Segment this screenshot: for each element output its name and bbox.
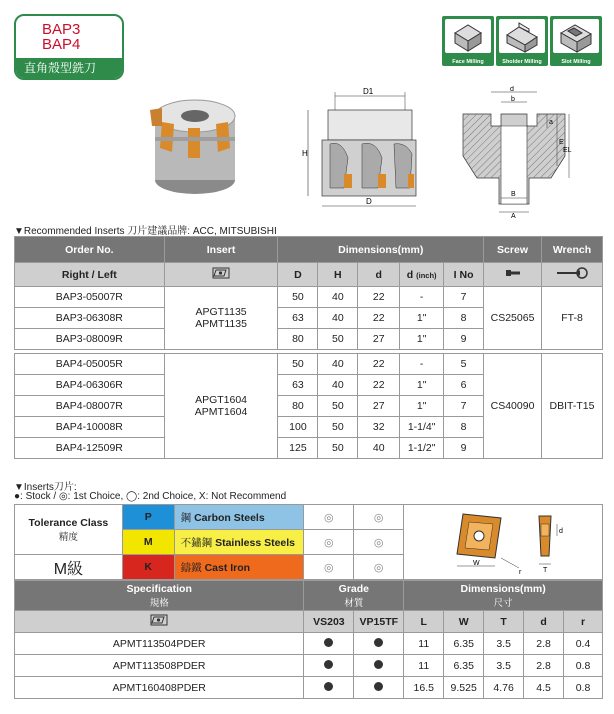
dim-i-no: 8: [444, 417, 484, 438]
dim-L: 11: [404, 633, 444, 655]
order-no: BAP4-05005R: [15, 354, 165, 375]
screw-icon: [484, 263, 542, 287]
subheader-D: D: [278, 263, 318, 287]
header-insert: Insert: [164, 237, 278, 263]
dim-d: 2.8: [524, 633, 564, 655]
dim-d-inch: -: [400, 354, 444, 375]
subheader-d-inch: d (inch): [400, 263, 444, 287]
insert-spec: APMT113508PDER: [15, 655, 304, 677]
cutter-side-drawing: [300, 88, 430, 213]
dim-d-inch: 1-1/4": [400, 417, 444, 438]
choice-vp15tf-m: ◎: [354, 530, 404, 555]
material-cast-iron: 鑄鐵 Cast Iron: [174, 555, 304, 580]
tolerance-class-cell: Tolerance Class 精度: [15, 505, 123, 555]
stock-dot-icon: [304, 677, 354, 699]
dim-d-inch: 1": [400, 308, 444, 329]
cutter-section-drawing: [455, 86, 575, 218]
dim-H: 50: [318, 438, 358, 459]
dim-d: 22: [358, 375, 400, 396]
subheader-d: d: [524, 611, 564, 633]
header-insert-dimensions: Dimensions(mm) 尺寸: [404, 581, 603, 611]
choice-vs203-m: ◎: [304, 530, 354, 555]
table-row: [15, 677, 603, 699]
tolerance-class-value: M級: [15, 555, 123, 580]
insert-label-r: r: [519, 568, 522, 576]
dim-d: 32: [358, 417, 400, 438]
order-no: BAP4-08007R: [15, 396, 165, 417]
dim-d-inch: 1": [400, 329, 444, 350]
product-photo: [140, 82, 250, 200]
label-b-small: b: [511, 96, 515, 103]
material-code-p: P: [122, 505, 174, 530]
dim-d: 22: [358, 308, 400, 329]
dim-H: 40: [318, 287, 358, 308]
dim-i-no: 7: [444, 396, 484, 417]
insert-spec: APMT160408PDER: [15, 677, 304, 699]
dim-d: 4.5: [524, 677, 564, 699]
dim-W: 9.525: [444, 677, 484, 699]
table-row: [15, 354, 603, 375]
material-carbon-steels: 鋼 Carbon Steels: [174, 505, 304, 530]
dim-W: 6.35: [444, 655, 484, 677]
dim-H: 50: [318, 417, 358, 438]
header-dimensions: Dimensions(mm): [278, 237, 484, 263]
shoulder-milling-icon: [499, 19, 545, 53]
wrench-icon: [542, 263, 603, 287]
choice-vp15tf-k: ◎: [354, 555, 404, 580]
subheader-W: W: [444, 611, 484, 633]
inserts-legend: ●: Stock / ◎: 1st Choice, ◯: 2nd Choice, X: Not Recommend: [14, 491, 287, 502]
stock-dot-icon: [354, 655, 404, 677]
label-d-small: d: [510, 86, 514, 93]
shoulder-milling-card: [496, 16, 548, 66]
subheader-d: d: [358, 263, 400, 287]
insert-label-w: W: [473, 559, 480, 567]
order-no: BAP4-12509R: [15, 438, 165, 459]
tolerance-material-table: [14, 504, 603, 580]
subheader-H: H: [318, 263, 358, 287]
subheader-T: T: [484, 611, 524, 633]
choice-vp15tf-p: ◎: [354, 505, 404, 530]
cutter-spec-table: [14, 236, 603, 459]
insert-spec: APMT113504PDER: [15, 633, 304, 655]
label-a-big: A: [511, 213, 516, 218]
material-stainless-steels: 不鏽鋼 Stainless Steels: [174, 530, 304, 555]
dim-d: 2.8: [524, 655, 564, 677]
dim-i-no: 7: [444, 287, 484, 308]
slot-milling-card: [550, 16, 602, 66]
dim-d-inch: -: [400, 287, 444, 308]
dim-D: 50: [278, 354, 318, 375]
dim-d: 22: [358, 354, 400, 375]
dim-D: 63: [278, 308, 318, 329]
face-milling-icon: [445, 19, 491, 53]
label-d1: D1: [363, 88, 374, 96]
recommended-inserts-note: ▼Recommended Inserts 刀片建議品牌: ACC, MITSUBISHI: [14, 226, 277, 237]
dim-H: 40: [318, 375, 358, 396]
label-b-big: B: [511, 191, 516, 198]
dim-d: 27: [358, 396, 400, 417]
dim-i-no: 8: [444, 308, 484, 329]
label-h: H: [302, 149, 308, 158]
material-code-m: M: [122, 530, 174, 555]
dim-r: 0.8: [564, 655, 603, 677]
material-code-k: K: [122, 555, 174, 580]
stock-dot-icon: [354, 677, 404, 699]
insert-label-t: T: [543, 566, 548, 574]
dim-H: 40: [318, 354, 358, 375]
stock-dot-icon: [304, 655, 354, 677]
dim-L: 11: [404, 655, 444, 677]
choice-vs203-k: ◎: [304, 555, 354, 580]
badge-subtitle: 直角殼型銑刀: [16, 58, 122, 78]
dim-d: 22: [358, 287, 400, 308]
dim-r: 0.4: [564, 633, 603, 655]
screw-group1: CS25065: [484, 287, 542, 350]
stock-dot-icon: [354, 633, 404, 655]
header-screw: Screw: [484, 237, 542, 263]
insert-dimension-drawing: [404, 505, 603, 580]
slot-milling-icon: [553, 19, 599, 53]
order-no: BAP4-10008R: [15, 417, 165, 438]
dim-D: 63: [278, 375, 318, 396]
dim-D: 80: [278, 329, 318, 350]
badge-code-bap4: BAP4: [42, 36, 81, 53]
dim-H: 40: [318, 308, 358, 329]
badge-code-bap3: BAP3: [42, 21, 81, 38]
dim-T: 3.5: [484, 655, 524, 677]
dim-W: 6.35: [444, 633, 484, 655]
dim-D: 80: [278, 396, 318, 417]
inserts-note-title: ▼Inserts刀片:: [14, 482, 77, 493]
insert-shape-icon: [15, 611, 304, 633]
dim-i-no: 6: [444, 375, 484, 396]
dim-d-inch: 1": [400, 396, 444, 417]
table-row: [15, 655, 603, 677]
order-no: BAP4-06306R: [15, 375, 165, 396]
dim-i-no: 9: [444, 329, 484, 350]
face-milling-label: Face Milling: [452, 59, 484, 65]
product-badge: [14, 14, 124, 80]
dim-T: 4.76: [484, 677, 524, 699]
screw-group2: CS40090: [484, 354, 542, 459]
slot-milling-label: Slot Milling: [561, 59, 591, 65]
insert-label-d: d: [559, 527, 563, 535]
dim-i-no: 5: [444, 354, 484, 375]
order-no: BAP3-05007R: [15, 287, 165, 308]
header-wrench: Wrench: [542, 237, 603, 263]
label-a: a: [549, 119, 553, 126]
dim-H: 50: [318, 396, 358, 417]
subheader-vs203: VS203: [304, 611, 354, 633]
subheader-right-left: Right / Left: [15, 263, 165, 287]
table-row: [15, 633, 603, 655]
label-el: EL: [563, 147, 572, 154]
subheader-i-no: I No: [444, 263, 484, 287]
dim-H: 50: [318, 329, 358, 350]
wrench-group2: DBIT-T15: [542, 354, 603, 459]
insert-cell-group1: APGT1135 APMT1135: [164, 287, 278, 350]
wrench-group1: FT-8: [542, 287, 603, 350]
face-milling-card: [442, 16, 494, 66]
label-d: D: [366, 197, 372, 206]
dim-i-no: 9: [444, 438, 484, 459]
order-no: BAP3-06308R: [15, 308, 165, 329]
insert-cell-group2: APGT1604 APMT1604: [164, 354, 278, 459]
shoulder-milling-label: Sholder Milling: [502, 59, 542, 65]
subheader-L: L: [404, 611, 444, 633]
dim-r: 0.8: [564, 677, 603, 699]
header-specification: Specification 規格: [15, 581, 304, 611]
dim-D: 50: [278, 287, 318, 308]
subheader-vp15tf: VP15TF: [354, 611, 404, 633]
order-no: BAP3-08009R: [15, 329, 165, 350]
choice-vs203-p: ◎: [304, 505, 354, 530]
header-grade: Grade 材質: [304, 581, 404, 611]
insert-spec-table: [14, 580, 603, 699]
dim-L: 16.5: [404, 677, 444, 699]
dim-d-inch: 1-1/2": [400, 438, 444, 459]
table-row: [15, 287, 603, 308]
label-e: E: [559, 139, 564, 146]
dim-d-inch: 1": [400, 375, 444, 396]
insert-shape-icon: [164, 263, 278, 287]
dim-d: 40: [358, 438, 400, 459]
dim-D: 100: [278, 417, 318, 438]
dim-d: 27: [358, 329, 400, 350]
stock-dot-icon: [304, 633, 354, 655]
subheader-r: r: [564, 611, 603, 633]
dim-D: 125: [278, 438, 318, 459]
dim-T: 3.5: [484, 633, 524, 655]
header-order-no: Order No.: [15, 237, 165, 263]
